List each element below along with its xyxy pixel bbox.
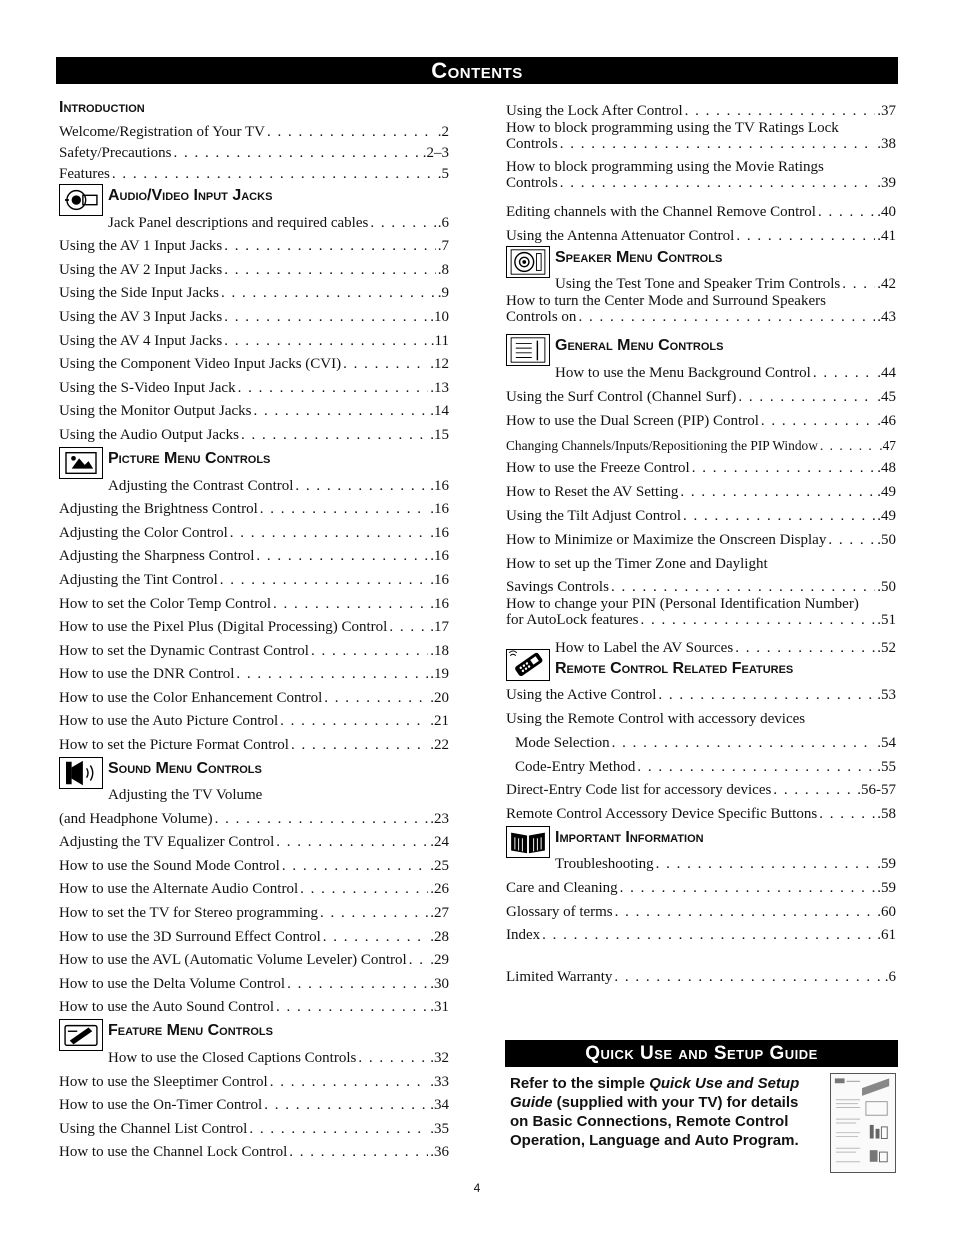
timer-item bbox=[506, 573, 896, 596]
toc-entry: How to use the DNR Control . . . .19 bbox=[59, 660, 449, 684]
page-number: 4 bbox=[473, 1181, 481, 1195]
lock-list bbox=[506, 96, 896, 245]
feature-section bbox=[59, 1019, 449, 1161]
speaker-section bbox=[506, 246, 896, 331]
important-section bbox=[506, 826, 896, 986]
toc-entry: Using the Surf Control (Channel Surf) . . . .45 bbox=[506, 382, 896, 406]
toc-entry: How to use the Freeze Control . . . .48 bbox=[506, 454, 896, 478]
toc-entry: Troubleshooting . . . .59 bbox=[506, 850, 896, 874]
toc-entry: Using the AV 2 Input Jacks . . . .8 bbox=[59, 255, 449, 279]
accessory-line: Using the Remote Control with accessory devices bbox=[506, 711, 806, 728]
remote-section bbox=[506, 637, 896, 823]
toc-entry: How to set the Dynamic Contrast Control . . . .18 bbox=[59, 636, 449, 660]
toc-entry: How to use the Color Enhancement Control . . . .20 bbox=[59, 683, 449, 707]
av-list bbox=[59, 208, 449, 444]
contents-title: Contents bbox=[56, 57, 898, 84]
toc-entry: Direct-Entry Code list for accessory devices . . . .56-57 bbox=[506, 776, 896, 800]
toc-entry: Code-Entry Method . . . .55 bbox=[515, 752, 896, 776]
quick-guide-text: Refer to the simple Quick Use and Setup Guide (supplied with your TV) for details on Basic Connections, Remote Control Operation, Language and Auto Program. bbox=[510, 1075, 800, 1149]
warranty-item bbox=[506, 963, 896, 986]
toc-entry: How to Minimize or Maximize the Onscreen Display . . . .50 bbox=[506, 525, 896, 549]
toc-entry: How to use the AVL (Automatic Volume Leveler) Control . . . .29 bbox=[59, 946, 449, 970]
toc-entry: Using the Tilt Adjust Control . . . .49 bbox=[506, 501, 896, 525]
toc-entry: How to block programming using the TV Ratings Lock Controls . . . .38 bbox=[506, 120, 896, 159]
speaker-menu-icon bbox=[506, 246, 550, 278]
toc-entry: Adjusting the Color Control . . . .16 bbox=[59, 518, 449, 542]
picture-section bbox=[59, 447, 449, 754]
speaker-heading: Speaker Menu Controls bbox=[555, 248, 723, 266]
toc-entry: Using the Side Input Jacks . . . .9 bbox=[59, 279, 449, 303]
feature-menu-icon bbox=[59, 1019, 103, 1051]
introduction-heading: Introduction bbox=[59, 99, 145, 116]
quick-guide-heading: Quick Use and Setup Guide bbox=[505, 1040, 898, 1067]
picture-heading: Picture Menu Controls bbox=[108, 449, 271, 467]
speaker-list bbox=[506, 270, 896, 331]
sound-list bbox=[59, 804, 449, 1016]
toc-entry: Using the Channel List Control . . . .35 bbox=[59, 1114, 449, 1138]
important-list bbox=[506, 850, 896, 944]
sound-section bbox=[59, 757, 449, 1016]
toc-entry: How to use the Menu Background Control . . . .44 bbox=[506, 358, 896, 382]
toc-entry: How to use the Delta Volume Control . . . .30 bbox=[59, 969, 449, 993]
toc-entry: How to set the Picture Format Control . . . .22 bbox=[59, 730, 449, 754]
toc-entry: Remote Control Accessory Device Specific Buttons . . . .58 bbox=[506, 799, 896, 823]
toc-entry: Using the Monitor Output Jacks . . . .14 bbox=[59, 397, 449, 421]
picture-list bbox=[59, 471, 449, 754]
toc-entry: Adjusting the Contrast Control . . . .16 bbox=[59, 471, 449, 495]
right-column bbox=[506, 96, 896, 986]
toc-entry: How to use the 3D Surround Effect Control . . . .28 bbox=[59, 922, 449, 946]
remote-control-icon bbox=[506, 649, 550, 681]
left-column bbox=[59, 96, 449, 1161]
remote-heading: Remote Control Related Features bbox=[555, 659, 794, 677]
toc-entry: How to use the Auto Picture Control . . . .21 bbox=[59, 707, 449, 731]
general-heading: General Menu Controls bbox=[555, 337, 724, 355]
toc-entry: How to use the On-Timer Control . . . .34 bbox=[59, 1091, 449, 1115]
general-section bbox=[506, 334, 896, 633]
remote-sub-list bbox=[506, 728, 896, 775]
feature-heading: Feature Menu Controls bbox=[108, 1022, 273, 1040]
toc-entry: How to block programming using the Movie Ratings Controls . . . .39 bbox=[506, 159, 896, 198]
speaker-sound-icon bbox=[59, 757, 103, 789]
toc-entry: Glossary of terms . . . .60 bbox=[506, 897, 896, 921]
toc-entry: Safety/Precautions . . . .2–3 bbox=[59, 141, 449, 162]
toc-entry: Mode Selection . . . .54 bbox=[515, 728, 896, 752]
quick-guide-thumbnail-icon bbox=[830, 1073, 896, 1173]
toc-entry: Features . . . .5 bbox=[59, 162, 449, 183]
av-section bbox=[59, 184, 449, 444]
toc-entry: Adjusting the TV Equalizer Control . . . .24 bbox=[59, 828, 449, 852]
sound-heading: Sound Menu Controls bbox=[108, 760, 262, 778]
toc-entry: Using the AV 4 Input Jacks . . . .11 bbox=[59, 326, 449, 350]
remote-label-item bbox=[506, 637, 896, 657]
remote-list bbox=[506, 681, 896, 705]
toc-entry: How to set the Color Temp Control . . . .16 bbox=[59, 589, 449, 613]
toc-entry: How to use the Dual Screen (PIP) Control . . . .46 bbox=[506, 406, 896, 430]
toc-entry: (and Headphone Volume) . . . .23 bbox=[59, 804, 449, 828]
toc-entry: How to use the Auto Sound Control . . . .31 bbox=[59, 993, 449, 1017]
toc-entry: Changing Channels/Inputs/Repositioning the PIP Window . . . .47 bbox=[506, 430, 896, 454]
toc-entry: Adjusting the Tint Control . . . .16 bbox=[59, 565, 449, 589]
toc-entry: Using the Component Video Input Jacks (CVI) . . . .12 bbox=[59, 350, 449, 374]
av-heading: Audio/Video Input Jacks bbox=[108, 187, 273, 204]
toc-entry: How to use the Channel Lock Control . . . .36 bbox=[59, 1138, 449, 1162]
toc-entry: Adjusting the Sharpness Control . . . .16 bbox=[59, 542, 449, 566]
toc-entry: How to use the Pixel Plus (Digital Processing) Control . . . .17 bbox=[59, 613, 449, 637]
toc-entry: Savings Controls . . . .50 bbox=[506, 573, 896, 596]
sound-first-line: Adjusting the TV Volume bbox=[108, 787, 263, 804]
toc-entry: Using the AV 3 Input Jacks . . . .10 bbox=[59, 302, 449, 326]
toc-entry: How to set the TV for Stereo programming . . . .27 bbox=[59, 898, 449, 922]
toc-entry: How to use the Sleeptimer Control . . . .33 bbox=[59, 1067, 449, 1091]
picture-menu-icon bbox=[59, 447, 103, 479]
toc-entry: Jack Panel descriptions and required cables . . . .6 bbox=[59, 208, 449, 232]
introduction-list bbox=[59, 120, 449, 183]
general-menu-icon bbox=[506, 334, 550, 366]
toc-entry: How to use the Closed Captions Controls . . . .32 bbox=[59, 1043, 449, 1067]
general-list bbox=[506, 358, 896, 548]
toc-entry: How to Label the AV Sources . . . .52 bbox=[555, 637, 896, 657]
toc-entry: Using the Active Control . . . .53 bbox=[506, 681, 896, 705]
toc-entry: Using the AV 1 Input Jacks . . . .7 bbox=[59, 232, 449, 256]
pin-item bbox=[506, 596, 896, 634]
toc-entry: Index . . . .61 bbox=[506, 921, 896, 945]
remote-list-2 bbox=[506, 776, 896, 823]
important-heading: Important Information bbox=[555, 828, 704, 846]
toc-entry: Welcome/Registration of Your TV . . . .2 bbox=[59, 120, 449, 141]
toc-entry: Using the Antenna Attenuator Control . . . .41 bbox=[506, 221, 896, 245]
toc-entry: Limited Warranty . . . .6 bbox=[506, 963, 896, 986]
toc-entry: How to Reset the AV Setting . . . .49 bbox=[506, 477, 896, 501]
toc-entry: Editing channels with the Channel Remove Control . . . .40 bbox=[506, 198, 896, 222]
book-icon bbox=[506, 826, 550, 858]
toc-entry: How to use the Alternate Audio Control . . . .26 bbox=[59, 875, 449, 899]
feature-list bbox=[59, 1043, 449, 1161]
timer-line: How to set up the Timer Zone and Daylight bbox=[506, 555, 768, 572]
toc-entry: How to change your PIN (Personal Identification Number) for AutoLock features . . . .51 bbox=[506, 596, 896, 634]
toc-entry: Using the Audio Output Jacks . . . .15 bbox=[59, 420, 449, 444]
toc-entry: Using the Lock After Control . . . .37 bbox=[506, 96, 896, 120]
av-jack-icon bbox=[59, 184, 103, 216]
toc-entry: Care and Cleaning . . . .59 bbox=[506, 873, 896, 897]
toc-entry: How to turn the Center Mode and Surround Speakers Controls on . . . .43 bbox=[506, 293, 896, 330]
toc-entry: Adjusting the Brightness Control . . . .16 bbox=[59, 495, 449, 519]
toc-entry: Using the Test Tone and Speaker Trim Controls . . . .42 bbox=[506, 270, 896, 294]
toc-entry: Using the S-Video Input Jack . . . .13 bbox=[59, 373, 449, 397]
toc-entry: How to use the Sound Mode Control . . . .25 bbox=[59, 851, 449, 875]
